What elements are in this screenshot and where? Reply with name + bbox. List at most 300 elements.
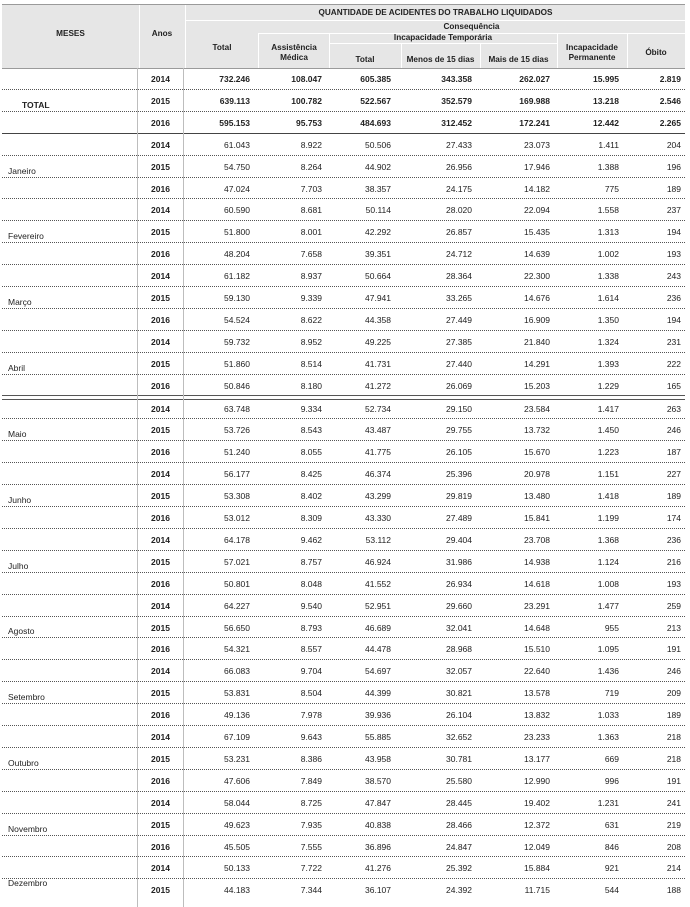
value-cell: 194: [666, 314, 681, 325]
value-cell: 1.223: [597, 447, 619, 458]
year-cell: 2016: [151, 841, 170, 852]
value-cell: 775: [604, 183, 619, 194]
row-separator: [2, 878, 685, 879]
year-cell: 2014: [151, 732, 170, 742]
month-label: Março: [8, 296, 32, 307]
value-cell: 165: [666, 380, 681, 391]
year-cell: 2016: [151, 447, 170, 458]
value-cell: 50.801: [224, 578, 250, 589]
row-separator: [2, 177, 685, 178]
value-cell: 8.386: [300, 753, 322, 764]
month-label: Fevereiro: [8, 231, 44, 242]
value-cell: 54.321: [224, 644, 250, 655]
value-cell: 44.358: [365, 314, 391, 325]
value-cell: 47.606: [224, 775, 250, 786]
value-cell: 19.402: [524, 797, 550, 808]
year-cell: 2015: [151, 358, 170, 369]
value-cell: 46.924: [365, 556, 391, 567]
value-cell: 8.757: [300, 556, 322, 567]
value-cell: 7.344: [300, 885, 322, 896]
value-cell: 1.558: [597, 205, 619, 216]
year-cell: 2016: [151, 578, 170, 589]
value-cell: 2.546: [659, 95, 681, 106]
value-cell: 8.514: [300, 358, 322, 369]
value-cell: 15.435: [524, 227, 550, 238]
header-incap-perm: Incapacidade Permanente: [566, 43, 618, 62]
value-cell: 28.445: [446, 797, 472, 808]
row-separator: [2, 528, 685, 529]
value-cell: 11.715: [524, 885, 550, 896]
value-cell: 42.292: [365, 227, 391, 238]
row-separator: [2, 462, 685, 463]
value-cell: 996: [604, 775, 619, 786]
row-separator: [2, 374, 685, 375]
month-label: Outubro: [8, 757, 39, 768]
value-cell: 53.112: [365, 534, 391, 545]
value-cell: 8.952: [300, 336, 322, 347]
value-cell: 1.393: [597, 358, 619, 369]
value-cell: 15.510: [524, 644, 550, 655]
total-label: TOTAL: [22, 99, 50, 110]
value-cell: 54.750: [224, 161, 250, 172]
value-cell: 14.291: [524, 358, 550, 369]
value-cell: 605.385: [360, 74, 391, 84]
column-divider: [137, 68, 138, 907]
value-cell: 193: [666, 578, 681, 589]
value-cell: 30.821: [446, 688, 472, 699]
value-cell: 9.462: [300, 534, 322, 545]
value-cell: 43.958: [365, 753, 391, 764]
row-separator: [2, 484, 685, 485]
value-cell: 1.350: [597, 314, 619, 325]
value-cell: 20.978: [524, 469, 550, 480]
value-cell: 26.104: [446, 710, 472, 721]
value-cell: 67.109: [224, 732, 250, 742]
value-cell: 9.339: [300, 293, 322, 303]
value-cell: 14.182: [524, 183, 550, 194]
value-cell: 54.697: [365, 666, 391, 677]
value-cell: 7.978: [300, 710, 322, 721]
year-cell: 2015: [151, 293, 170, 303]
value-cell: 44.478: [365, 644, 391, 655]
value-cell: 595.153: [219, 117, 250, 128]
value-cell: 219: [666, 819, 681, 830]
value-cell: 222: [666, 358, 681, 369]
header-incap-temp: Incapacidade Temporária: [393, 33, 493, 42]
value-cell: 8.055: [300, 447, 322, 458]
value-cell: 8.725: [300, 797, 322, 808]
row-separator: [2, 89, 685, 90]
value-cell: 1.002: [597, 249, 619, 260]
value-cell: 44.902: [365, 161, 391, 172]
value-cell: 39.936: [365, 710, 391, 721]
value-cell: 23.291: [524, 600, 550, 611]
value-cell: 27.489: [446, 513, 472, 523]
row-separator: [2, 616, 685, 617]
year-cell: 2015: [151, 491, 170, 502]
row-separator: [2, 220, 685, 221]
year-cell: 2014: [151, 863, 170, 874]
value-cell: 188: [666, 885, 681, 896]
row-separator: [2, 572, 685, 573]
value-cell: 262.027: [519, 74, 550, 84]
year-cell: 2014: [151, 139, 170, 150]
value-cell: 1.124: [597, 556, 619, 567]
value-cell: 15.884: [524, 863, 550, 874]
value-cell: 13.732: [524, 425, 550, 436]
value-cell: 28.968: [446, 644, 472, 655]
value-cell: 36.107: [365, 885, 391, 896]
value-cell: 47.847: [365, 797, 391, 808]
value-cell: 14.639: [524, 249, 550, 260]
value-cell: 41.276: [365, 863, 391, 874]
header-mais15: Mais de 15 dias: [488, 55, 549, 64]
value-cell: 51.860: [224, 358, 250, 369]
year-cell: 2014: [151, 469, 170, 480]
year-cell: 2016: [151, 710, 170, 721]
year-cell: 2014: [151, 666, 170, 677]
value-cell: 24.392: [446, 885, 472, 896]
value-cell: 8.622: [300, 314, 322, 325]
row-separator: [2, 330, 685, 331]
value-cell: 32.057: [446, 666, 472, 677]
year-cell: 2014: [151, 534, 170, 545]
year-cell: 2014: [151, 336, 170, 347]
value-cell: 7.935: [300, 819, 322, 830]
year-cell: 2015: [151, 425, 170, 436]
value-cell: 2.819: [659, 74, 681, 84]
value-cell: 8.425: [300, 469, 322, 480]
row-separator: [2, 264, 685, 265]
value-cell: 22.094: [524, 205, 550, 216]
value-cell: 53.831: [224, 688, 250, 699]
value-cell: 13.218: [593, 95, 619, 106]
year-cell: 2014: [151, 600, 170, 611]
year-cell: 2016: [151, 380, 170, 391]
value-cell: 59.130: [224, 293, 250, 303]
row-separator: [2, 681, 685, 682]
row-separator: [2, 198, 685, 199]
value-cell: 719: [604, 688, 619, 699]
value-cell: 22.300: [524, 271, 550, 282]
value-cell: 1.363: [597, 732, 619, 742]
value-cell: 544: [604, 885, 619, 896]
value-cell: 193: [666, 249, 681, 260]
value-cell: 48.204: [224, 249, 250, 260]
value-cell: 243: [666, 271, 681, 282]
year-cell: 2016: [151, 775, 170, 786]
value-cell: 9.334: [300, 403, 322, 414]
year-cell: 2014: [151, 271, 170, 282]
value-cell: 22.640: [524, 666, 550, 677]
value-cell: 46.374: [365, 469, 391, 480]
value-cell: 49.136: [224, 710, 250, 721]
value-cell: 1.477: [597, 600, 619, 611]
value-cell: 246: [666, 425, 681, 436]
value-cell: 56.177: [224, 469, 250, 480]
row-separator: [2, 703, 685, 704]
value-cell: 40.838: [365, 819, 391, 830]
value-cell: 43.299: [365, 491, 391, 502]
value-cell: 64.227: [224, 600, 250, 611]
table-header: [2, 4, 685, 69]
value-cell: 61.182: [224, 271, 250, 282]
value-cell: 631: [604, 819, 619, 830]
value-cell: 169.988: [519, 95, 550, 106]
value-cell: 24.712: [446, 249, 472, 260]
value-cell: 29.150: [446, 403, 472, 414]
value-cell: 21.840: [524, 336, 550, 347]
value-cell: 28.020: [446, 205, 472, 216]
value-cell: 1.324: [597, 336, 619, 347]
value-cell: 7.658: [300, 249, 322, 260]
value-cell: 191: [666, 775, 681, 786]
value-cell: 7.722: [300, 863, 322, 874]
value-cell: 14.676: [524, 293, 550, 303]
value-cell: 12.372: [524, 819, 550, 830]
value-cell: 1.095: [597, 644, 619, 655]
value-cell: 57.021: [224, 556, 250, 567]
value-cell: 241: [666, 797, 681, 808]
value-cell: 214: [666, 863, 681, 874]
year-cell: 2016: [151, 644, 170, 655]
value-cell: 921: [604, 863, 619, 874]
row-separator: [2, 594, 685, 595]
value-cell: 52.734: [365, 403, 391, 414]
value-cell: 218: [666, 753, 681, 764]
value-cell: 29.660: [446, 600, 472, 611]
value-cell: 28.364: [446, 271, 472, 282]
year-cell: 2015: [151, 227, 170, 238]
value-cell: 172.241: [519, 117, 550, 128]
value-cell: 25.580: [446, 775, 472, 786]
value-cell: 43.487: [365, 425, 391, 436]
value-cell: 669: [604, 753, 619, 764]
row-separator: [2, 133, 685, 134]
value-cell: 50.664: [365, 271, 391, 282]
year-cell: 2014: [151, 403, 170, 414]
value-cell: 23.073: [524, 139, 550, 150]
value-cell: 8.543: [300, 425, 322, 436]
row-separator: [2, 286, 685, 287]
value-cell: 27.440: [446, 358, 472, 369]
value-cell: 31.986: [446, 556, 472, 567]
row-separator: [2, 418, 685, 419]
value-cell: 8.922: [300, 139, 322, 150]
value-cell: 52.951: [365, 600, 391, 611]
value-cell: 16.909: [524, 314, 550, 325]
value-cell: 218: [666, 732, 681, 742]
header-temp-total: Total: [355, 55, 375, 64]
month-label: Abril: [8, 362, 26, 373]
value-cell: 231: [666, 336, 681, 347]
value-cell: 1.229: [597, 380, 619, 391]
row-separator: [2, 659, 685, 660]
row-separator: [2, 747, 685, 748]
value-cell: 8.309: [300, 513, 322, 523]
value-cell: 13.832: [524, 710, 550, 721]
year-cell: 2016: [151, 513, 170, 523]
value-cell: 246: [666, 666, 681, 677]
value-cell: 227: [666, 469, 681, 480]
value-cell: 174: [666, 513, 681, 523]
year-cell: 2015: [151, 753, 170, 764]
value-cell: 343.358: [441, 74, 472, 84]
value-cell: 14.648: [524, 622, 550, 633]
value-cell: 237: [666, 205, 681, 216]
value-cell: 41.775: [365, 447, 391, 458]
row-separator: [2, 856, 685, 857]
header-obito: Óbito: [645, 48, 667, 57]
value-cell: 732.246: [219, 74, 250, 84]
value-cell: 1.151: [597, 469, 619, 480]
value-cell: 30.781: [446, 753, 472, 764]
value-cell: 216: [666, 556, 681, 567]
value-cell: 352.579: [441, 95, 472, 106]
value-cell: 47.941: [365, 293, 391, 303]
value-cell: 17.946: [524, 161, 550, 172]
row-separator: [2, 725, 685, 726]
value-cell: 53.726: [224, 425, 250, 436]
month-label: Maio: [8, 429, 27, 440]
month-label: Janeiro: [8, 165, 36, 176]
value-cell: 196: [666, 161, 681, 172]
row-separator: [2, 637, 685, 638]
row-separator: [2, 308, 685, 309]
value-cell: 47.024: [224, 183, 250, 194]
year-cell: 2016: [151, 249, 170, 260]
value-cell: 236: [666, 293, 681, 303]
value-cell: 1.411: [598, 139, 619, 150]
value-cell: 56.650: [224, 622, 250, 633]
value-cell: 1.231: [597, 797, 619, 808]
value-cell: 8.402: [300, 491, 322, 502]
value-cell: 25.396: [446, 469, 472, 480]
value-cell: 1.418: [597, 491, 619, 502]
value-cell: 51.240: [224, 447, 250, 458]
value-cell: 1.313: [597, 227, 619, 238]
value-cell: 7.555: [300, 841, 322, 852]
value-cell: 213: [666, 622, 681, 633]
value-cell: 1.033: [597, 710, 619, 721]
value-cell: 66.083: [224, 666, 250, 677]
value-cell: 12.990: [524, 775, 550, 786]
column-divider: [183, 68, 184, 907]
value-cell: 8.557: [300, 644, 322, 655]
value-cell: 26.105: [446, 447, 472, 458]
value-cell: 13.177: [524, 753, 550, 764]
value-cell: 49.225: [365, 336, 391, 347]
value-cell: 36.896: [365, 841, 391, 852]
month-label: Julho: [8, 560, 29, 571]
year-cell: 2016: [151, 314, 170, 325]
row-separator: [2, 813, 685, 814]
value-cell: 13.480: [524, 491, 550, 502]
value-cell: 29.819: [446, 491, 472, 502]
row-separator: [2, 769, 685, 770]
value-cell: 24.175: [446, 183, 472, 194]
value-cell: 12.442: [593, 117, 619, 128]
value-cell: 9.643: [300, 732, 322, 742]
value-cell: 8.681: [300, 205, 322, 216]
year-cell: 2015: [151, 95, 170, 106]
value-cell: 236: [666, 534, 681, 545]
value-cell: 208: [666, 841, 681, 852]
value-cell: 27.449: [446, 314, 472, 325]
value-cell: 26.069: [446, 380, 472, 391]
year-cell: 2015: [151, 622, 170, 633]
value-cell: 50.133: [224, 863, 250, 874]
row-separator: [2, 440, 685, 441]
value-cell: 204: [666, 139, 681, 150]
value-cell: 95.753: [296, 117, 322, 128]
year-cell: 2016: [151, 183, 170, 194]
value-cell: 187: [666, 447, 681, 458]
value-cell: 27.385: [446, 336, 472, 347]
year-cell: 2016: [151, 117, 170, 128]
value-cell: 8.504: [300, 688, 322, 699]
value-cell: 32.652: [446, 732, 472, 742]
header-anos: Anos: [151, 29, 173, 38]
month-label: Novembro: [8, 823, 48, 834]
value-cell: 8.180: [300, 380, 322, 391]
year-cell: 2015: [151, 885, 170, 896]
value-cell: 39.351: [365, 249, 391, 260]
value-cell: 8.048: [300, 578, 322, 589]
month-label: Setembro: [8, 692, 45, 703]
value-cell: 7.849: [300, 775, 322, 786]
year-cell: 2015: [151, 688, 170, 699]
header-menos15: Menos de 15 dias: [406, 55, 475, 64]
row-separator: [2, 155, 685, 156]
value-cell: 15.203: [524, 380, 550, 391]
value-cell: 9.704: [300, 666, 322, 677]
month-label: Dezembro: [8, 878, 48, 889]
value-cell: 15.841: [524, 513, 550, 523]
value-cell: 55.885: [365, 732, 391, 742]
value-cell: 50.506: [365, 139, 391, 150]
year-cell: 2015: [151, 556, 170, 567]
value-cell: 108.047: [291, 74, 322, 84]
value-cell: 41.272: [365, 380, 391, 391]
value-cell: 46.689: [365, 622, 391, 633]
value-cell: 51.800: [224, 227, 250, 238]
value-cell: 43.330: [365, 513, 391, 523]
row-separator: [2, 791, 685, 792]
value-cell: 1.368: [597, 534, 619, 545]
value-cell: 29.404: [446, 534, 472, 545]
value-cell: 1.614: [597, 293, 619, 303]
value-cell: 14.618: [524, 578, 550, 589]
value-cell: 41.731: [365, 358, 391, 369]
value-cell: 23.584: [524, 403, 550, 414]
year-cell: 2014: [151, 797, 170, 808]
value-cell: 44.183: [224, 885, 250, 896]
row-separator: [2, 835, 685, 836]
value-cell: 49.623: [224, 819, 250, 830]
value-cell: 54.524: [224, 314, 250, 325]
value-cell: 60.590: [224, 205, 250, 216]
row-separator: [2, 111, 685, 112]
value-cell: 263: [666, 403, 681, 414]
value-cell: 64.178: [224, 534, 250, 545]
value-cell: 53.231: [224, 753, 250, 764]
value-cell: 26.956: [446, 161, 472, 172]
header-quantidade: QUANTIDADE DE ACIDENTES DO TRABALHO LIQUIDADOS: [318, 8, 553, 17]
value-cell: 1.388: [597, 161, 619, 172]
value-cell: 12.049: [524, 841, 550, 852]
value-cell: 41.552: [365, 578, 391, 589]
